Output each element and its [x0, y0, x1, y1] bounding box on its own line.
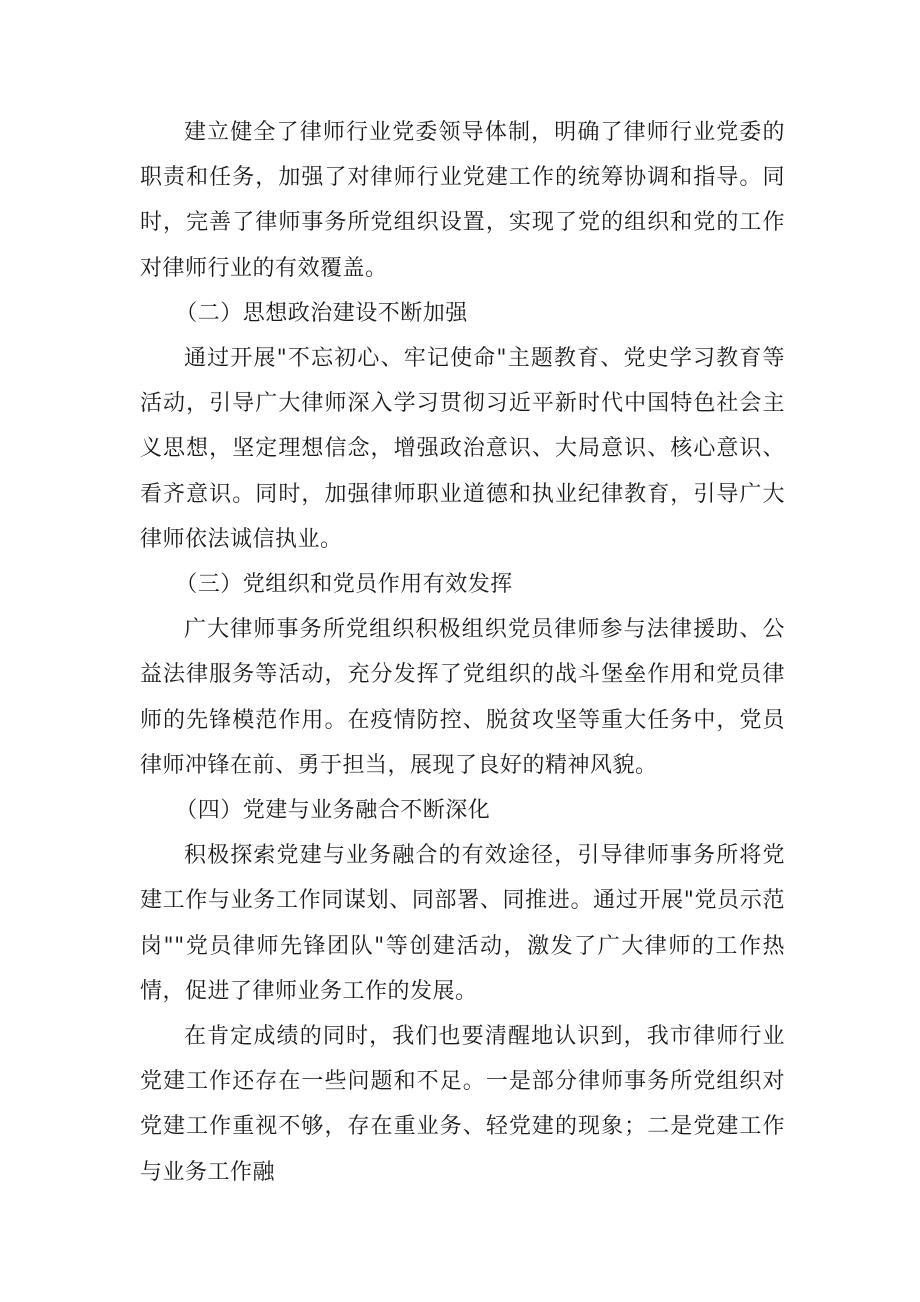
paragraph-party-role: 广大律师事务所党组织积极组织党员律师参与法律援助、公益法律服务等活动，充分发挥了党组织的战斗堡垒作用和党员律师的先锋模范作用。在疫情防控、脱贫攻坚等重大任务中，党员律师冲锋在前、勇于担当，展现了良好的精神风貌。 — [140, 617, 785, 778]
paragraph-integration: 积极探索党建与业务融合的有效途径，引导律师事务所将党建工作与业务工作同谋划、同部署、同推进。通过开展"党员示范岗""党员律师先锋团队"等创建活动，激发了广大律师的工作热情，促进了律师业务工作的发展。 — [140, 843, 785, 1004]
paragraph-problems: 在肯定成绩的同时，我们也要清醒地认识到，我市律师行业党建工作还存在一些问题和不足。一是部分律师事务所党组织对党建工作重视不够，存在重业务、轻党建的现象；二是党建工作与业务工作融 — [140, 1024, 785, 1185]
document-body — [140, 110, 785, 1195]
section-heading-2: （二）思想政治建设不断加强 — [175, 300, 468, 326]
paragraph-party-committee: 建立健全了律师行业党委领导体制，明确了律师行业党委的职责和任务，加强了对律师行业党建工作的统筹协调和指导。同时，完善了律师事务所党组织设置，实现了党的组织和党的工作对律师行业的有效覆盖。 — [140, 120, 785, 281]
section-heading-3: （三）党组织和党员作用有效发挥 — [175, 572, 513, 598]
section-heading-4: （四）党建与业务融合不断深化 — [175, 798, 491, 824]
paragraph-ideology: 通过开展"不忘初心、牢记使命"主题教育、党史学习教育等活动，引导广大律师深入学习贯彻习近平新时代中国特色社会主义思想，坚定理想信念，增强政治意识、大局意识、核心意识、看齐意识。同时，加强律师职业道德和执业纪律教育，引导广大律师依法诚信执业。 — [140, 346, 785, 552]
